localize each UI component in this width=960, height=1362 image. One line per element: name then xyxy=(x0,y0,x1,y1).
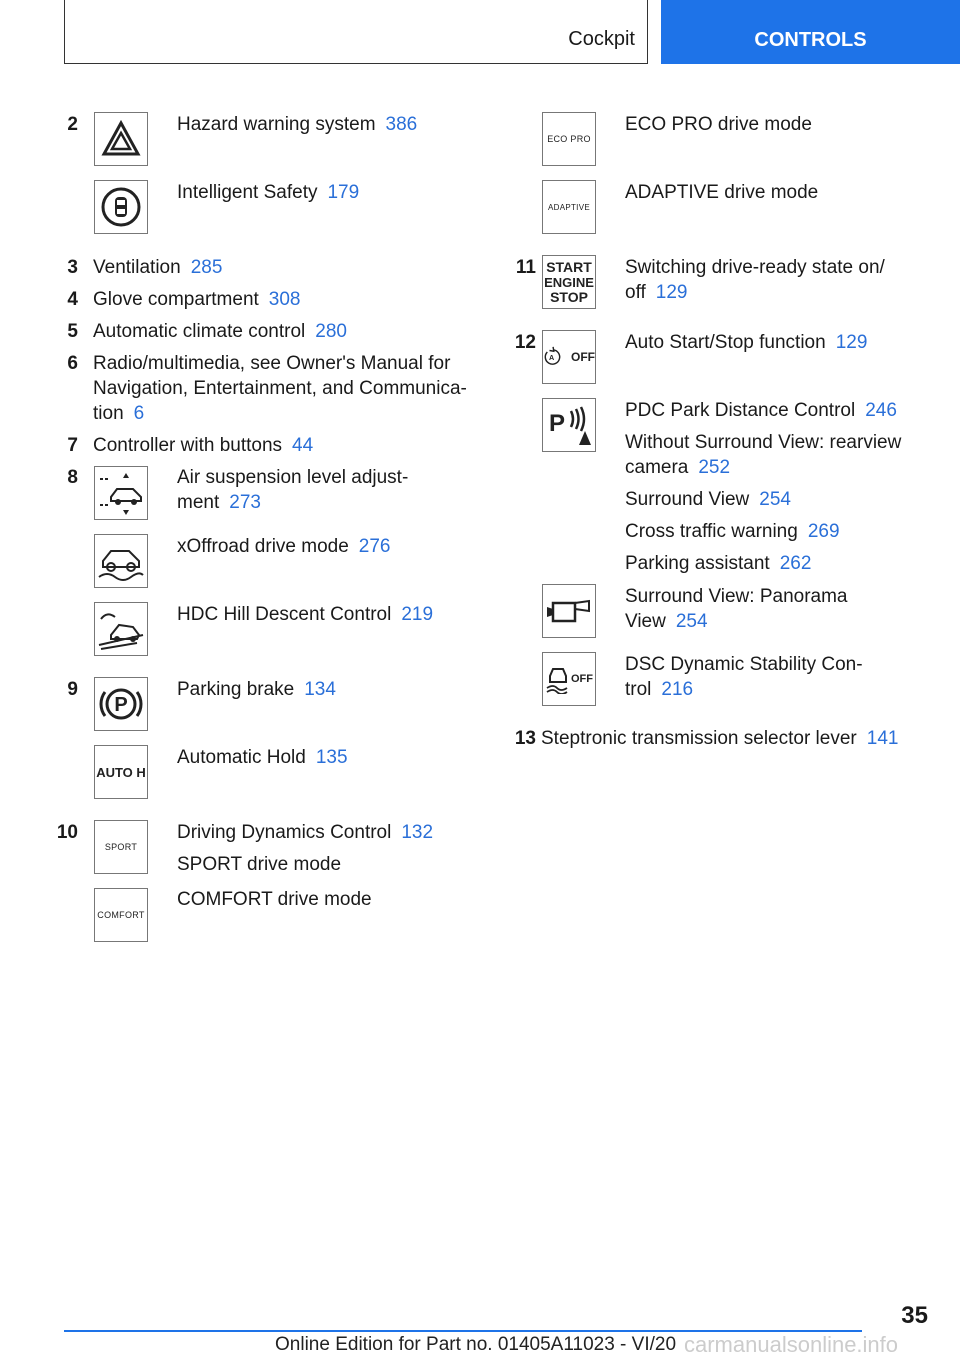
page-ref-link[interactable]: 254 xyxy=(675,611,708,632)
page-ref-link[interactable]: 276 xyxy=(358,536,391,557)
list-item: PDC Park Distance Control 246 Without Surround View: rearview camera 252 Surround View 254 Cross traffic warning 269 Parking assistant 262 xyxy=(625,400,902,574)
item-number: 2 xyxy=(67,114,78,135)
list-item: Radio/multimedia, see Owner's Manual for Navigation, Entertainment, and Communica- tion 6 xyxy=(93,353,467,424)
auto-start-stop-icon: A OFF xyxy=(542,330,596,384)
page-ref-link[interactable]: 135 xyxy=(315,747,348,768)
page-ref-link[interactable]: 285 xyxy=(190,257,223,278)
page-ref-link[interactable]: 246 xyxy=(865,400,897,421)
adaptive-mode-icon: ADAPTIVE xyxy=(542,180,596,234)
page-number: 35 xyxy=(901,1302,928,1329)
page-ref-link[interactable]: 179 xyxy=(327,182,360,203)
list-item: Driving Dynamics Control 132 SPORT drive mode xyxy=(177,822,434,875)
hill-descent-icon xyxy=(94,602,148,656)
page-ref-link[interactable]: 252 xyxy=(698,457,731,478)
comfort-mode-icon: COMFORT xyxy=(94,888,148,942)
list-item: Auto Start/Stop function 129 xyxy=(625,332,868,353)
item-number: 5 xyxy=(67,321,78,342)
list-item: Air suspension level adjust- ment 273 xyxy=(177,467,409,513)
auto-hold-icon: AUTO H xyxy=(94,745,148,799)
page-ref-link[interactable]: 44 xyxy=(292,435,314,456)
page-ref-link[interactable]: 280 xyxy=(315,321,347,342)
list-item: HDC Hill Descent Control 219 xyxy=(177,604,434,625)
page-ref-link[interactable]: 141 xyxy=(866,728,899,749)
list-item: ADAPTIVE drive mode xyxy=(625,182,819,203)
item-number: 9 xyxy=(67,679,78,700)
item-number: 3 xyxy=(67,257,78,278)
item-number: 13 xyxy=(514,728,536,749)
section-title: Cockpit xyxy=(568,28,635,50)
park-distance-control-icon xyxy=(542,398,596,452)
chapter-title: CONTROLS xyxy=(754,29,867,51)
page-ref-link[interactable]: 308 xyxy=(268,289,301,310)
svg-text:P: P xyxy=(548,410,566,437)
item-number: 10 xyxy=(56,822,78,843)
item-number: 12 xyxy=(514,332,536,353)
intelligent-safety-icon xyxy=(94,180,148,234)
xoffroad-icon xyxy=(94,534,148,588)
page-ref-link[interactable]: 269 xyxy=(807,521,840,542)
list-item: Surround View: Panorama View 254 xyxy=(625,586,848,632)
page-ref-link[interactable]: 132 xyxy=(401,822,434,843)
parking-brake-icon xyxy=(94,677,148,731)
page-ref-link[interactable]: 134 xyxy=(304,679,336,700)
item-number: 8 xyxy=(67,467,78,488)
item-number: 7 xyxy=(67,435,78,456)
item-number: 11 xyxy=(515,257,536,278)
list-item: Automatic Hold 135 xyxy=(177,747,348,768)
list-item: Hazard warning system 386 xyxy=(177,114,418,135)
list-item: Automatic climate control 280 xyxy=(93,321,347,342)
air-suspension-icon xyxy=(94,466,148,520)
list-item: Intelligent Safety 179 xyxy=(177,182,360,203)
list-item: xOffroad drive mode 276 xyxy=(177,536,391,557)
watermark: carmanualsonline.info xyxy=(684,1332,899,1357)
edition-text: Online Edition for Part no. 01405A11023 - VI/20 xyxy=(275,1334,677,1355)
panorama-view-icon xyxy=(542,584,596,638)
list-item: Parking brake 134 xyxy=(177,679,336,700)
eco-pro-icon: ECO PRO xyxy=(542,112,596,166)
list-item: Ventilation 285 xyxy=(93,257,223,278)
page-ref-link[interactable]: 129 xyxy=(835,332,868,353)
sport-mode-icon: SPORT xyxy=(94,820,148,874)
item-number: 4 xyxy=(67,289,78,310)
svg-text:A: A xyxy=(549,352,555,362)
page-ref-link[interactable]: 129 xyxy=(655,282,688,303)
page-ref-link[interactable]: 219 xyxy=(401,604,434,625)
start-stop-button-icon: START ENGINE STOP xyxy=(542,255,596,309)
list-item: COMFORT drive mode xyxy=(177,889,372,910)
list-item: Glove compartment 308 xyxy=(93,289,301,310)
svg-text:P: P xyxy=(114,694,128,716)
page-ref-link[interactable]: 254 xyxy=(759,489,791,510)
list-item: Switching drive-ready state on/ off 129 xyxy=(625,257,885,303)
list-item: Controller with buttons 44 xyxy=(93,435,314,456)
page-ref-link[interactable]: 6 xyxy=(133,403,145,424)
page-ref-link[interactable]: 386 xyxy=(385,114,418,135)
page-ref-link[interactable]: 262 xyxy=(779,553,812,574)
list-item: Steptronic transmission selector lever 141 xyxy=(541,728,899,749)
list-item: ECO PRO drive mode xyxy=(625,114,812,135)
page-ref-link[interactable]: 216 xyxy=(661,679,694,700)
list-item: DSC Dynamic Stability Con- trol 216 xyxy=(625,654,863,700)
dsc-off-icon: OFF xyxy=(542,652,596,706)
hazard-warning-icon xyxy=(94,112,148,166)
item-number: 6 xyxy=(67,353,78,374)
page-ref-link[interactable]: 273 xyxy=(229,492,261,513)
